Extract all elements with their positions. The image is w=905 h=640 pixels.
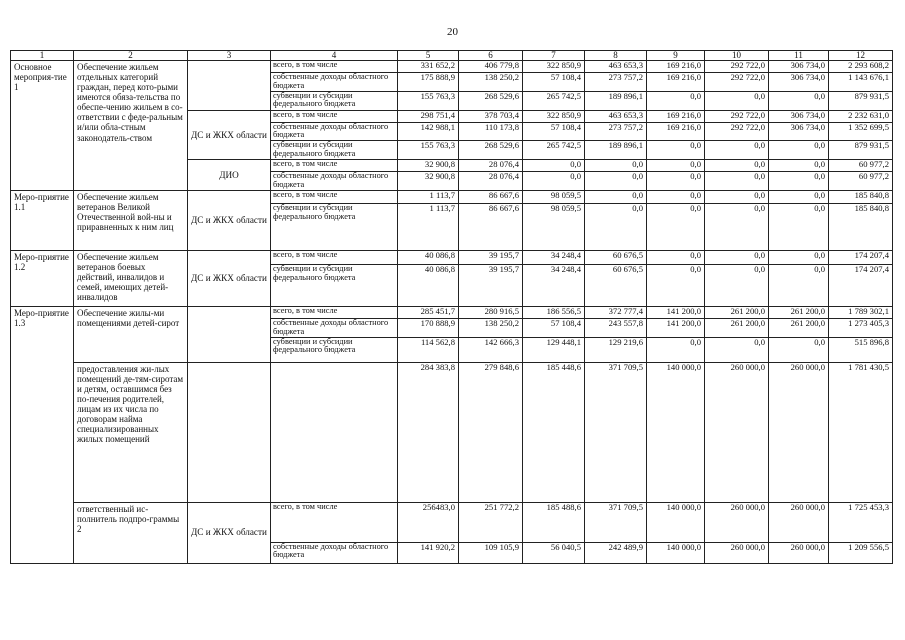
- amount-cell: 322 850,9: [523, 110, 585, 122]
- header-cell: 6: [459, 51, 523, 61]
- amount-cell: 56 040,5: [523, 542, 585, 563]
- amount-cell: 40 086,8: [398, 250, 459, 264]
- amount-cell: 0,0: [647, 141, 705, 160]
- amount-cell: 0,0: [523, 172, 585, 191]
- amount-cell: 1 113,7: [398, 190, 459, 203]
- amount-cell: 0,0: [769, 250, 829, 264]
- funding-source-cell: [271, 362, 398, 502]
- amount-cell: 60 676,5: [585, 264, 647, 306]
- page-number: 20: [447, 26, 458, 38]
- amount-cell: 1 143 676,1: [829, 73, 893, 92]
- amount-cell: 1 209 556,5: [829, 542, 893, 563]
- amount-cell: 155 763,3: [398, 141, 459, 160]
- executor-cell: ДИО: [188, 160, 271, 191]
- amount-cell: 0,0: [647, 172, 705, 191]
- header-row: [11, 51, 893, 61]
- table-row: [11, 502, 893, 542]
- amount-cell: 251 772,2: [459, 502, 523, 542]
- measure-label-cell: Меро-приятие 1.1: [11, 190, 74, 250]
- header-cell: 10: [705, 51, 769, 61]
- amount-cell: 0,0: [705, 203, 769, 250]
- header-cell: 4: [271, 51, 398, 61]
- amount-cell: 0,0: [647, 264, 705, 306]
- amount-cell: 32 900,8: [398, 172, 459, 191]
- header-cell: 1: [11, 51, 74, 61]
- amount-cell: 0,0: [647, 190, 705, 203]
- funding-source-cell: субвенции и субсидии федерального бюджета: [271, 141, 398, 160]
- amount-cell: 98 059,5: [523, 203, 585, 250]
- funding-source-cell: субвенции и субсидии федерального бюджета: [271, 264, 398, 306]
- amount-cell: 306 734,0: [769, 122, 829, 141]
- amount-cell: 306 734,0: [769, 61, 829, 73]
- amount-cell: 273 757,2: [585, 73, 647, 92]
- funding-source-cell: всего, в том числе: [271, 110, 398, 122]
- amount-cell: 141 920,2: [398, 542, 459, 563]
- amount-cell: 260 000,0: [769, 362, 829, 502]
- amount-cell: 0,0: [769, 337, 829, 362]
- amount-cell: 268 529,6: [459, 91, 523, 110]
- header-cell: 12: [829, 51, 893, 61]
- amount-cell: 260 000,0: [705, 502, 769, 542]
- measure-label-cell: Меро-приятие 1.2: [11, 250, 74, 306]
- amount-cell: 189 896,1: [585, 141, 647, 160]
- amount-cell: 0,0: [705, 160, 769, 172]
- amount-cell: 170 888,9: [398, 318, 459, 337]
- amount-cell: 260 000,0: [769, 542, 829, 563]
- amount-cell: 110 173,8: [459, 122, 523, 141]
- amount-cell: 140 000,0: [647, 502, 705, 542]
- amount-cell: 285 451,7: [398, 306, 459, 318]
- amount-cell: 169 216,0: [647, 61, 705, 73]
- amount-cell: 306 734,0: [769, 110, 829, 122]
- amount-cell: 0,0: [523, 160, 585, 172]
- amount-cell: 371 709,5: [585, 362, 647, 502]
- amount-cell: 175 888,9: [398, 73, 459, 92]
- amount-cell: 306 734,0: [769, 73, 829, 92]
- amount-cell: 1 352 699,5: [829, 122, 893, 141]
- measure-description-cell: Обеспечение жильем отдельных категорий граждан, перед кото-рыми имеются обяза-тельства по обеспе-чению жильем в со-ответствии с феде-ральным и/или обла-стным законодатель-ством: [74, 61, 188, 191]
- amount-cell: 260 000,0: [705, 542, 769, 563]
- amount-cell: 0,0: [585, 160, 647, 172]
- amount-cell: 279 848,6: [459, 362, 523, 502]
- amount-cell: 0,0: [705, 337, 769, 362]
- amount-cell: 261 200,0: [769, 306, 829, 318]
- amount-cell: 0,0: [647, 91, 705, 110]
- amount-cell: 174 207,4: [829, 264, 893, 306]
- amount-cell: 34 248,4: [523, 264, 585, 306]
- amount-cell: 138 250,2: [459, 318, 523, 337]
- amount-cell: 114 562,8: [398, 337, 459, 362]
- amount-cell: 86 667,6: [459, 190, 523, 203]
- amount-cell: 129 219,6: [585, 337, 647, 362]
- amount-cell: 284 383,8: [398, 362, 459, 502]
- measure-label-cell: Меро-приятие 1.3: [11, 306, 74, 563]
- amount-cell: 169 216,0: [647, 73, 705, 92]
- measure-description-cell: предоставления жи-лых помещений де-тям-сиротам и детям, оставшимся без по-печения родителей, лицам из их числа по договорам найма специализированных жилых помещений: [74, 362, 188, 502]
- amount-cell: 292 722,0: [705, 122, 769, 141]
- amount-cell: 879 931,5: [829, 91, 893, 110]
- amount-cell: 260 000,0: [769, 502, 829, 542]
- amount-cell: 39 195,7: [459, 250, 523, 264]
- amount-cell: 268 529,6: [459, 141, 523, 160]
- amount-cell: 0,0: [769, 160, 829, 172]
- amount-cell: 292 722,0: [705, 110, 769, 122]
- amount-cell: 322 850,9: [523, 61, 585, 73]
- amount-cell: 186 556,5: [523, 306, 585, 318]
- amount-cell: 242 489,9: [585, 542, 647, 563]
- amount-cell: 298 751,4: [398, 110, 459, 122]
- header-cell: 9: [647, 51, 705, 61]
- amount-cell: 57 108,4: [523, 73, 585, 92]
- executor-cell: ДС и ЖКХ области: [188, 502, 271, 563]
- amount-cell: 0,0: [705, 172, 769, 191]
- amount-cell: 185 840,8: [829, 203, 893, 250]
- amount-cell: 169 216,0: [647, 110, 705, 122]
- executor-cell: [188, 362, 271, 502]
- funding-source-cell: всего, в том числе: [271, 250, 398, 264]
- amount-cell: 331 652,2: [398, 61, 459, 73]
- amount-cell: 40 086,8: [398, 264, 459, 306]
- amount-cell: 155 763,3: [398, 91, 459, 110]
- header-cell: 7: [523, 51, 585, 61]
- amount-cell: 265 742,5: [523, 91, 585, 110]
- amount-cell: 185 840,8: [829, 190, 893, 203]
- amount-cell: 0,0: [769, 190, 829, 203]
- amount-cell: 141 200,0: [647, 318, 705, 337]
- header-cell: 5: [398, 51, 459, 61]
- funding-source-cell: субвенции и субсидии федерального бюджета: [271, 203, 398, 250]
- amount-cell: 1 781 430,5: [829, 362, 893, 502]
- executor-cell: ДС и ЖКХ области: [188, 190, 271, 250]
- funding-source-cell: собственные доходы областного бюджета: [271, 73, 398, 92]
- amount-cell: 243 557,8: [585, 318, 647, 337]
- amount-cell: 60 977,2: [829, 172, 893, 191]
- amount-cell: 463 653,3: [585, 110, 647, 122]
- funding-source-cell: субвенции и субсидии федерального бюджета: [271, 337, 398, 362]
- amount-cell: 0,0: [585, 190, 647, 203]
- executor-cell: [188, 306, 271, 362]
- amount-cell: 1 113,7: [398, 203, 459, 250]
- amount-cell: 57 108,4: [523, 122, 585, 141]
- amount-cell: 185 488,6: [523, 502, 585, 542]
- amount-cell: 260 000,0: [705, 362, 769, 502]
- executor-cell: ДС и ЖКХ области: [188, 250, 271, 306]
- amount-cell: 129 448,1: [523, 337, 585, 362]
- amount-cell: 1 725 453,3: [829, 502, 893, 542]
- amount-cell: 2 293 608,2: [829, 61, 893, 73]
- amount-cell: 0,0: [647, 337, 705, 362]
- funding-source-cell: всего, в том числе: [271, 306, 398, 318]
- amount-cell: 32 900,8: [398, 160, 459, 172]
- amount-cell: 109 105,9: [459, 542, 523, 563]
- amount-cell: 0,0: [769, 203, 829, 250]
- amount-cell: 57 108,4: [523, 318, 585, 337]
- funding-source-cell: всего, в том числе: [271, 502, 398, 542]
- table-row: [11, 362, 893, 502]
- amount-cell: 261 200,0: [705, 306, 769, 318]
- budget-table: [10, 50, 893, 564]
- amount-cell: 1 273 405,3: [829, 318, 893, 337]
- amount-cell: 463 653,3: [585, 61, 647, 73]
- amount-cell: 138 250,2: [459, 73, 523, 92]
- funding-source-cell: собственные доходы областного бюджета: [271, 318, 398, 337]
- amount-cell: 292 722,0: [705, 61, 769, 73]
- amount-cell: 140 000,0: [647, 362, 705, 502]
- amount-cell: 0,0: [769, 141, 829, 160]
- amount-cell: 406 779,8: [459, 61, 523, 73]
- amount-cell: 0,0: [585, 172, 647, 191]
- amount-cell: 0,0: [769, 264, 829, 306]
- amount-cell: 60 977,2: [829, 160, 893, 172]
- funding-source-cell: всего, в том числе: [271, 61, 398, 73]
- amount-cell: 280 916,5: [459, 306, 523, 318]
- amount-cell: 0,0: [705, 264, 769, 306]
- measure-label-cell: Основное мероприя-тие 1: [11, 61, 74, 191]
- amount-cell: 39 195,7: [459, 264, 523, 306]
- amount-cell: 378 703,4: [459, 110, 523, 122]
- amount-cell: 142 666,3: [459, 337, 523, 362]
- amount-cell: 98 059,5: [523, 190, 585, 203]
- executor-cell: [188, 61, 271, 111]
- funding-source-cell: собственные доходы областного бюджета: [271, 122, 398, 141]
- table-row: [11, 306, 893, 318]
- amount-cell: 86 667,6: [459, 203, 523, 250]
- amount-cell: 0,0: [705, 91, 769, 110]
- amount-cell: 142 988,1: [398, 122, 459, 141]
- amount-cell: 1 789 302,1: [829, 306, 893, 318]
- funding-source-cell: собственные доходы областного бюджета: [271, 542, 398, 563]
- measure-description-cell: Обеспечение жильем ветеранов боевых действий, инвалидов и семей, имеющих детей-инвалидов: [74, 250, 188, 306]
- amount-cell: 0,0: [585, 203, 647, 250]
- header-cell: 3: [188, 51, 271, 61]
- funding-source-cell: всего, в том числе: [271, 190, 398, 203]
- amount-cell: 60 676,5: [585, 250, 647, 264]
- table-row: [11, 190, 893, 203]
- amount-cell: 256483,0: [398, 502, 459, 542]
- amount-cell: 261 200,0: [769, 318, 829, 337]
- executor-cell: ДС и ЖКХ области: [188, 110, 271, 160]
- table-row: [11, 61, 893, 73]
- header-cell: 11: [769, 51, 829, 61]
- amount-cell: 169 216,0: [647, 122, 705, 141]
- amount-cell: 0,0: [705, 190, 769, 203]
- amount-cell: 34 248,4: [523, 250, 585, 264]
- funding-source-cell: всего, в том числе: [271, 160, 398, 172]
- amount-cell: 261 200,0: [705, 318, 769, 337]
- amount-cell: 265 742,5: [523, 141, 585, 160]
- measure-description-cell: Обеспечение жилы-ми помещениями детей-сирот: [74, 306, 188, 362]
- amount-cell: 0,0: [769, 91, 829, 110]
- amount-cell: 371 709,5: [585, 502, 647, 542]
- amount-cell: 140 000,0: [647, 542, 705, 563]
- funding-source-cell: субвенции и субсидии федерального бюджета: [271, 91, 398, 110]
- amount-cell: 28 076,4: [459, 160, 523, 172]
- header-cell: 8: [585, 51, 647, 61]
- amount-cell: 189 896,1: [585, 91, 647, 110]
- amount-cell: 0,0: [647, 203, 705, 250]
- amount-cell: 515 896,8: [829, 337, 893, 362]
- amount-cell: 0,0: [769, 172, 829, 191]
- measure-description-cell: Обеспечение жильем ветеранов Великой Отечественной вой-ны и приравненных к ним лиц: [74, 190, 188, 250]
- amount-cell: 0,0: [705, 250, 769, 264]
- amount-cell: 273 757,2: [585, 122, 647, 141]
- amount-cell: 141 200,0: [647, 306, 705, 318]
- amount-cell: 28 076,4: [459, 172, 523, 191]
- amount-cell: 0,0: [705, 141, 769, 160]
- amount-cell: 0,0: [647, 160, 705, 172]
- amount-cell: 372 777,4: [585, 306, 647, 318]
- amount-cell: 185 448,6: [523, 362, 585, 502]
- amount-cell: 2 232 631,0: [829, 110, 893, 122]
- amount-cell: 0,0: [647, 250, 705, 264]
- header-cell: 2: [74, 51, 188, 61]
- funding-source-cell: собственные доходы областного бюджета: [271, 172, 398, 191]
- amount-cell: 174 207,4: [829, 250, 893, 264]
- table-row: [11, 250, 893, 264]
- measure-description-cell: ответственный ис-полнитель подпро-граммы 2: [74, 502, 188, 563]
- amount-cell: 292 722,0: [705, 73, 769, 92]
- amount-cell: 879 931,5: [829, 141, 893, 160]
